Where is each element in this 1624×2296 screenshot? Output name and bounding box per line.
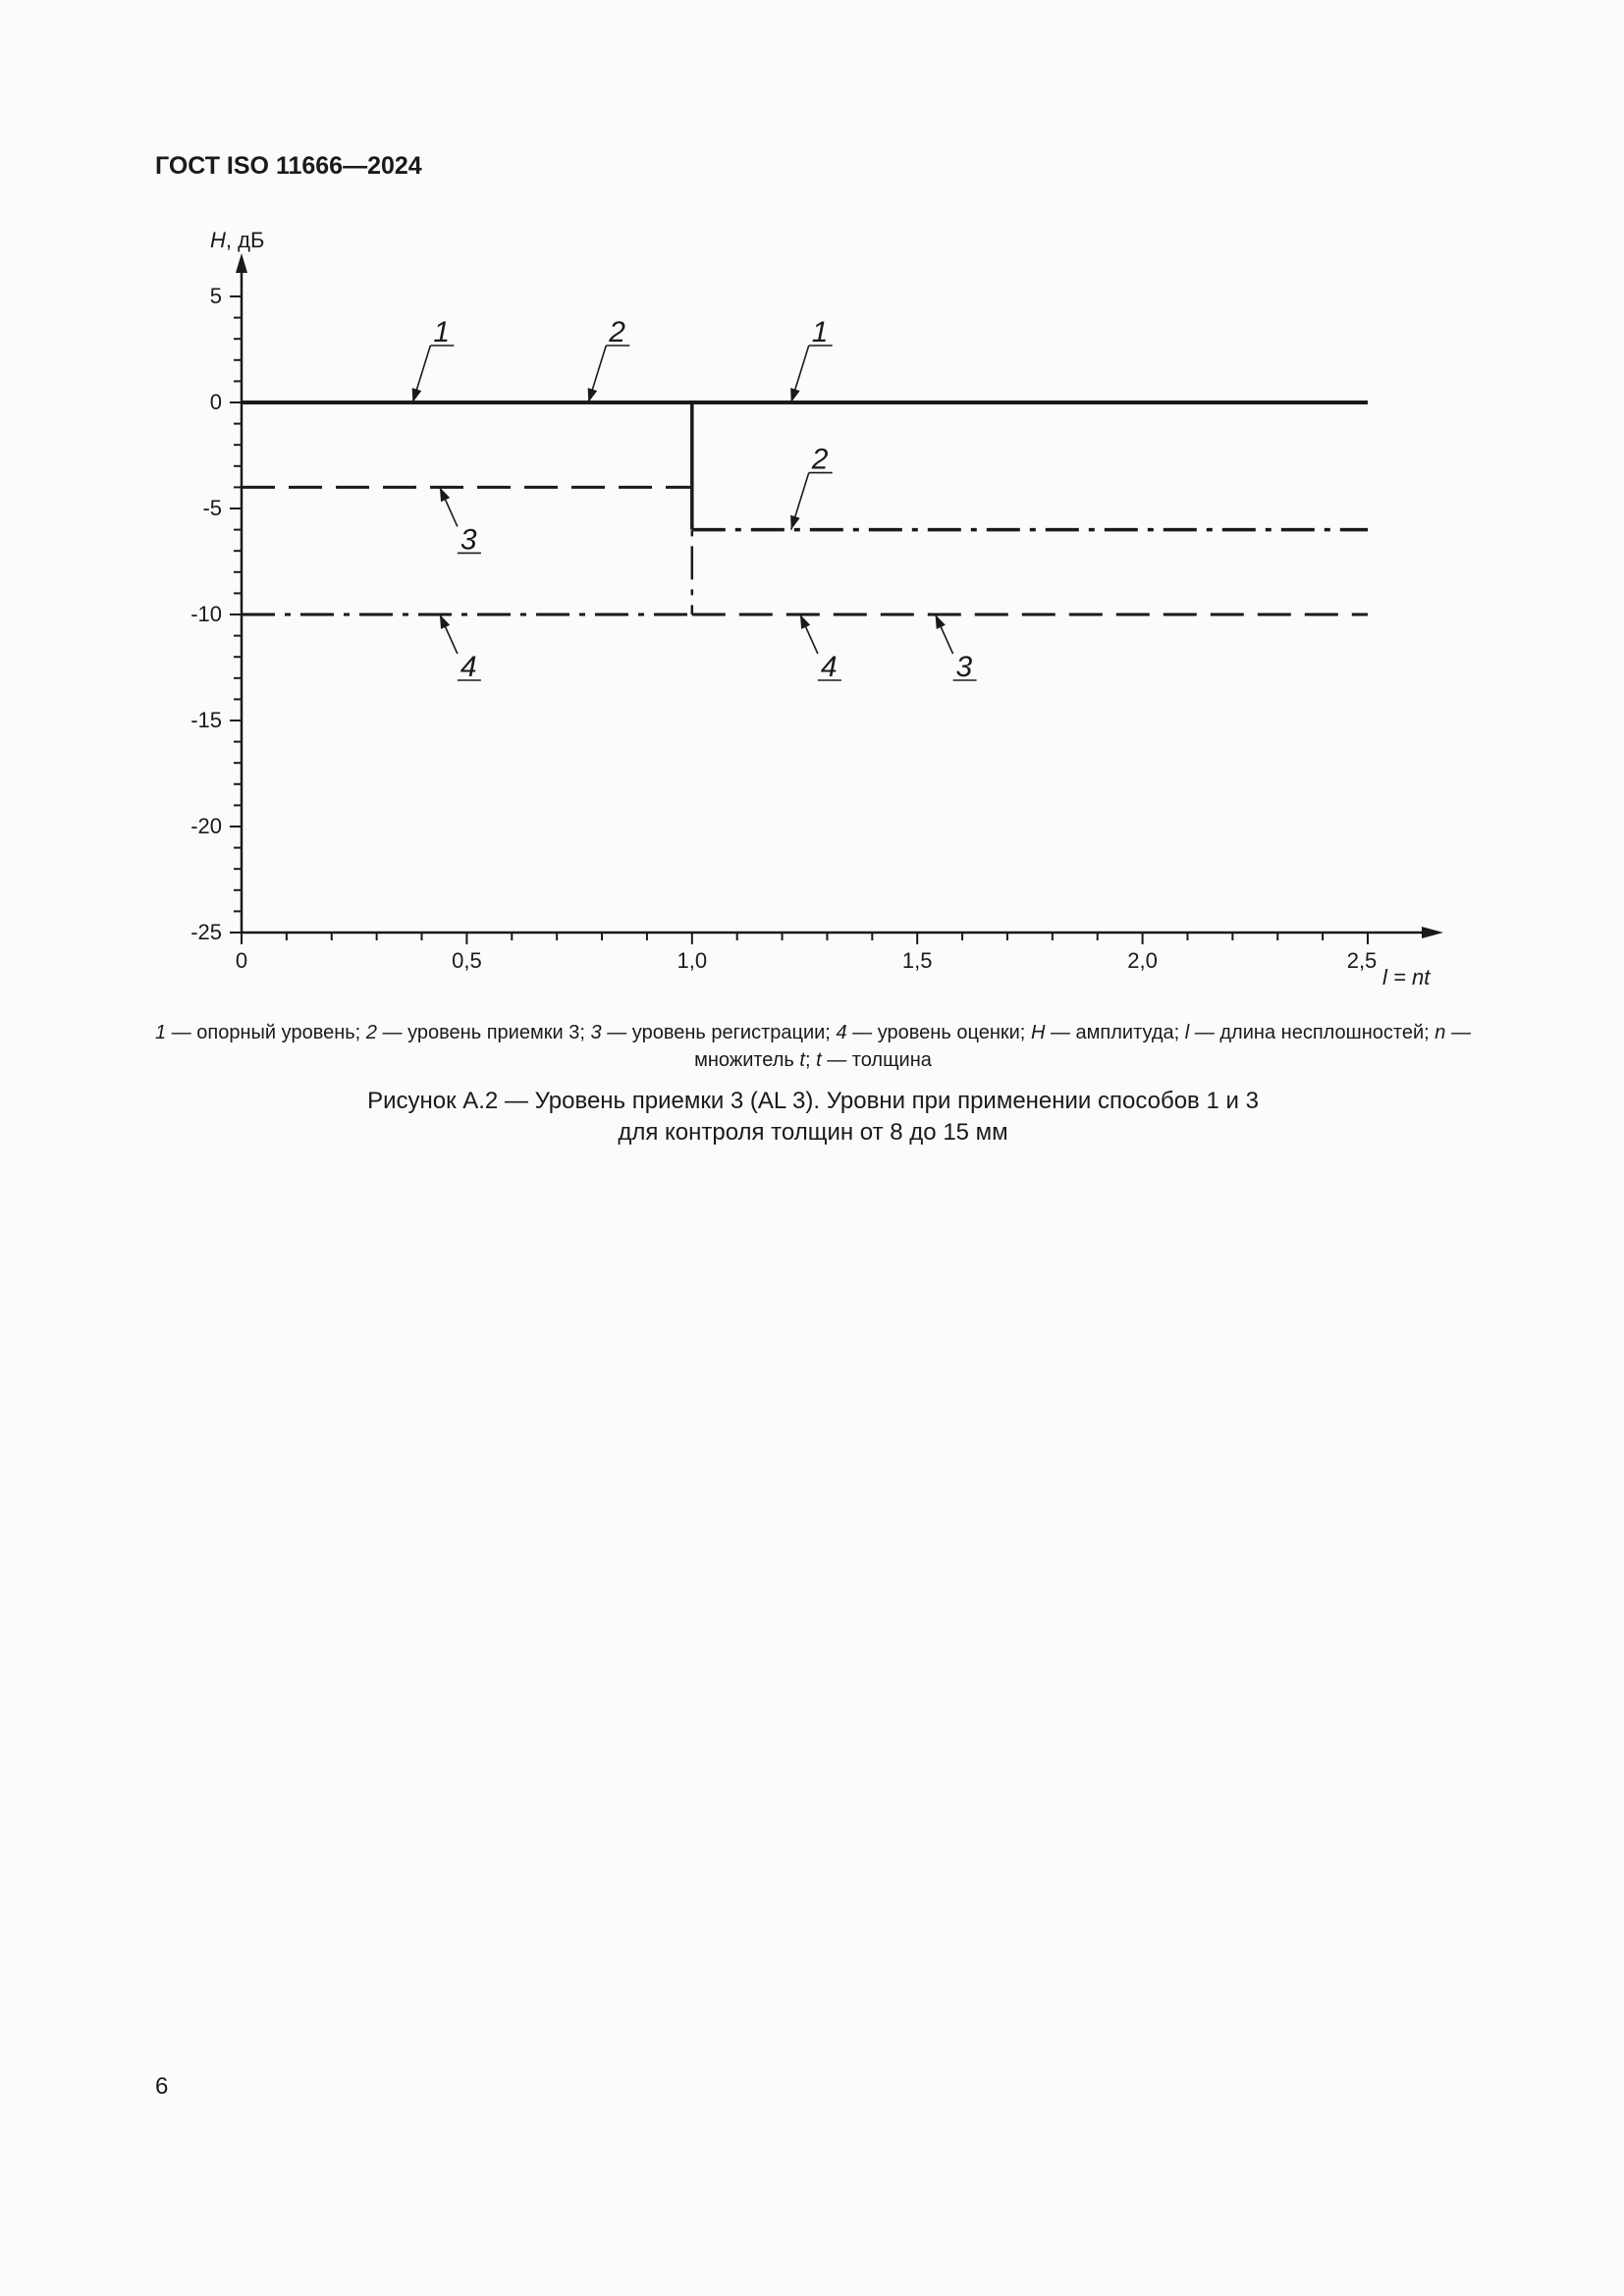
y-tick-label: -15 bbox=[190, 708, 222, 732]
page-number: 6 bbox=[155, 2073, 169, 2100]
callout-4 bbox=[440, 614, 481, 683]
chart-lines bbox=[242, 402, 1368, 614]
callout-3 bbox=[440, 487, 481, 556]
y-tick-label: -20 bbox=[190, 814, 222, 838]
callout-1 bbox=[790, 316, 833, 402]
callout-4 bbox=[800, 614, 841, 683]
legend-num-4: 4 bbox=[836, 1022, 847, 1043]
caption-line-2: для контроля толщин от 8 до 15 мм bbox=[618, 1119, 1008, 1146]
leader-arrow bbox=[412, 388, 422, 402]
legend-num-3: 3 bbox=[590, 1022, 602, 1043]
leader-arrow bbox=[790, 388, 800, 402]
leader-arrow bbox=[440, 614, 450, 629]
caption-line-1: Рисунок А.2 — Уровень приемки 3 (AL 3). Уровни при применении способов 1 и 3 bbox=[367, 1088, 1259, 1114]
leader-arrow bbox=[800, 614, 810, 629]
callout-label: 2 bbox=[811, 443, 829, 476]
chart-callouts bbox=[412, 316, 977, 683]
y-tick-label: -5 bbox=[202, 496, 222, 520]
y-tick-label: -10 bbox=[190, 602, 222, 626]
y-axis-arrow bbox=[236, 253, 247, 273]
callout-1 bbox=[412, 316, 455, 402]
x-tick-label: 0,5 bbox=[452, 948, 482, 973]
legend-num-1: 1 bbox=[155, 1022, 167, 1043]
leader-arrow bbox=[936, 614, 946, 629]
y-tick-label: -25 bbox=[190, 920, 222, 944]
callout-3 bbox=[936, 614, 977, 683]
callout-label: 4 bbox=[820, 651, 838, 683]
leader-arrow bbox=[790, 515, 800, 530]
callout-label: 3 bbox=[955, 651, 973, 683]
legend-num-2: 2 bbox=[365, 1022, 377, 1043]
x-tick-label: 0 bbox=[235, 948, 248, 973]
figure-caption bbox=[155, 1086, 1471, 1148]
callout-label: 3 bbox=[460, 523, 477, 557]
figure-legend: 1 — опорный уровень; 2 — уровень приемки 3; 3 — уровень регистрации; 4 — уровень оценки; H — амплитуда; l — длина несплошностей; n — множитель t; t — толщина bbox=[155, 1022, 1471, 1071]
x-axis-label: l = nt bbox=[1382, 965, 1431, 989]
y-tick-label: 5 bbox=[209, 284, 222, 308]
y-tick-label: 0 bbox=[209, 390, 222, 414]
level-chart bbox=[0, 0, 1624, 1011]
x-tick-label: 2,0 bbox=[1127, 948, 1158, 973]
callout-2 bbox=[790, 444, 833, 530]
x-tick-label: 2,5 bbox=[1346, 948, 1378, 973]
leader-arrow bbox=[440, 487, 450, 502]
callout-2 bbox=[588, 316, 630, 402]
x-tick-label: 1,0 bbox=[677, 948, 708, 973]
callout-label: 1 bbox=[811, 316, 829, 348]
x-tick-label: 1,5 bbox=[901, 948, 933, 973]
callout-label: 4 bbox=[460, 651, 477, 683]
y-axis-label: H, дБ bbox=[210, 228, 265, 252]
x-axis-arrow bbox=[1422, 927, 1443, 938]
leader-arrow bbox=[588, 388, 598, 402]
callout-label: 1 bbox=[433, 316, 451, 348]
document-header: ГОСТ ISO 11666—2024 bbox=[155, 152, 422, 180]
callout-label: 2 bbox=[609, 316, 625, 348]
